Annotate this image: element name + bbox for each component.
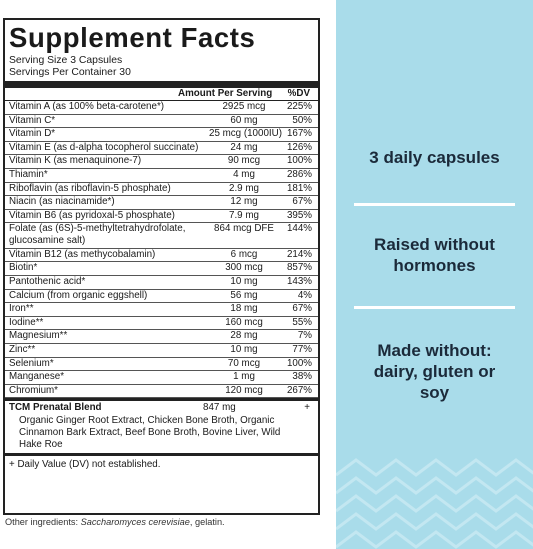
nutrient-row — [5, 303, 318, 317]
nutrient-dv: 167% — [286, 128, 312, 140]
nutrient-row — [5, 290, 318, 304]
dv-header: %DV — [287, 88, 310, 99]
nutrient-amount: 2.9 mg — [229, 182, 259, 194]
blend-amount: 847 mg — [203, 402, 236, 414]
nutrient-dv: 395% — [286, 209, 312, 221]
nutrient-name: Zinc** — [9, 344, 36, 355]
prenatal-blend — [5, 398, 318, 453]
nutrient-dv: 67% — [292, 196, 312, 208]
nutrient-name: Vitamin B12 (as methycobalamin) — [9, 248, 156, 260]
nutrient-row — [5, 128, 318, 142]
nutrient-dv: 7% — [297, 330, 312, 342]
nutrient-name: Thiamin* — [9, 168, 48, 180]
nutrient-row — [5, 344, 318, 358]
nutrient-row — [5, 276, 318, 290]
nutrient-name: Selenium* — [9, 357, 54, 369]
nutrient-row — [5, 358, 318, 372]
nutrient-name: Vitamin C* — [9, 114, 56, 126]
nutrient-amount: 56 mg — [230, 289, 258, 301]
nutrient-row — [5, 155, 318, 169]
nutrient-name: Magnesium** — [9, 330, 68, 342]
nutrient-row — [5, 142, 318, 156]
nutrient-name: Biotin* — [9, 262, 38, 274]
nutrient-row — [5, 101, 318, 115]
other-ingredients-species: Saccharomyces cerevisiae — [80, 517, 190, 527]
nutrient-row — [5, 210, 318, 224]
nutrient-amount: 864 mcg DFE — [214, 223, 274, 235]
nutrient-name: Iodine** — [9, 316, 44, 328]
nutrient-name: Vitamin D* — [9, 128, 56, 140]
nutrient-amount: 70 mcg — [227, 357, 261, 369]
nutrient-dv: 67% — [292, 303, 312, 315]
servings-per-container: Servings Per Container 30 — [9, 66, 131, 78]
nutrient-row — [5, 317, 318, 331]
nutrient-dv: 267% — [286, 384, 312, 396]
nutrient-dv: 38% — [292, 371, 312, 383]
nutrient-amount: 2925 mcg — [222, 101, 266, 112]
nutrient-row — [5, 183, 318, 197]
nutrient-amount: 160 mcg — [225, 316, 263, 328]
nutrient-row — [5, 330, 318, 344]
nutrient-name: Vitamin A (as 100% beta-carotene*) — [9, 101, 165, 112]
chevron-pattern-icon — [336, 455, 533, 549]
nutrient-name: Niacin (as niacinamide*) — [9, 196, 115, 208]
blend-dv: + — [304, 402, 310, 414]
nutrient-dv: 225% — [286, 101, 312, 112]
nutrient-amount: 60 mg — [230, 114, 258, 126]
feature-no-hormones: Raised without hormones — [374, 235, 495, 275]
nutrient-amount: 25 mcg (1000IU) — [209, 128, 282, 140]
nutrient-row — [5, 371, 318, 385]
nutrient-dv: 144% — [286, 223, 312, 235]
nutrient-amount: 18 mg — [230, 303, 258, 315]
nutrient-amount: 90 mcg — [227, 155, 261, 167]
nutrient-row — [5, 169, 318, 183]
nutrient-name: Riboflavin (as riboflavin-5 phosphate) — [9, 182, 171, 194]
facts-title: Supplement Facts — [9, 22, 256, 53]
nutrient-amount: 6 mcg — [230, 248, 258, 260]
nutrient-dv: 4% — [297, 289, 312, 301]
nutrient-amount: 1 mg — [233, 371, 255, 383]
column-header — [5, 88, 318, 101]
nutrient-dv: 143% — [286, 276, 312, 288]
nutrient-dv: 126% — [286, 141, 312, 153]
nutrient-amount: 10 mg — [230, 276, 258, 288]
nutrient-dv: 50% — [292, 114, 312, 126]
blend-name: TCM Prenatal Blend — [9, 402, 102, 414]
amount-header: Amount Per Serving — [178, 88, 273, 99]
nutrient-amount: 4 mg — [233, 168, 255, 180]
nutrient-dv: 55% — [292, 316, 312, 328]
nutrient-name: Vitamin B6 (as pyridoxal-5 phosphate) — [9, 209, 175, 221]
nutrient-amount: 10 mg — [230, 344, 258, 355]
serving-size: Serving Size 3 Capsules — [9, 55, 123, 66]
nutrient-amount: 28 mg — [230, 330, 258, 342]
nutrient-name: Calcium (from organic eggshell) — [9, 289, 148, 301]
feature-made-without: Made without: dairy, gluten or soy — [373, 341, 496, 402]
nutrient-amount: 7.9 mg — [229, 209, 259, 221]
blend-ingredients: Organic Ginger Root Extract, Chicken Bone Broth, Organic Cinnamon Bark Extract, Beef Bone Broth, Bovine Liver, Wild Hake Roe — [19, 415, 281, 450]
nutrient-name: Chromium* — [9, 384, 58, 396]
nutrient-name: Folate (as (6S)-5-methyltetrahydrofolate, glucosamine salt) — [9, 223, 186, 247]
nutrient-row — [5, 385, 318, 399]
nutrient-row — [5, 196, 318, 210]
feature-divider — [354, 203, 515, 206]
feature-divider — [354, 306, 515, 309]
nutrient-dv: 100% — [286, 357, 312, 369]
supplement-facts-label — [3, 18, 320, 515]
nutrient-dv: 100% — [286, 155, 312, 167]
nutrient-row — [5, 249, 318, 263]
nutrient-rows — [5, 101, 318, 398]
feature-daily-capsules: 3 daily capsules — [369, 148, 500, 167]
nutrient-dv: 77% — [292, 344, 312, 355]
nutrient-name: Pantothenic acid* — [9, 276, 86, 288]
feature-sidebar — [336, 0, 533, 549]
nutrient-name: Vitamin E (as d-alpha tocopherol succinate) — [9, 141, 199, 153]
nutrient-row — [5, 223, 318, 249]
nutrient-amount: 12 mg — [230, 196, 258, 208]
nutrient-dv: 286% — [286, 168, 312, 180]
nutrient-dv: 857% — [286, 262, 312, 274]
nutrient-row — [5, 115, 318, 129]
nutrient-name: Manganese* — [9, 371, 65, 383]
nutrient-amount: 24 mg — [230, 141, 258, 153]
dv-footnote: + Daily Value (DV) not established. — [5, 453, 318, 471]
nutrient-row — [5, 262, 318, 276]
nutrient-amount: 300 mcg — [225, 262, 263, 274]
nutrient-name: Iron** — [9, 303, 34, 315]
nutrient-amount: 120 mcg — [225, 384, 263, 396]
thick-divider — [5, 81, 318, 88]
nutrient-dv: 214% — [286, 248, 312, 260]
nutrient-dv: 181% — [286, 182, 312, 194]
other-ingredients-suffix: , gelatin. — [189, 517, 225, 527]
other-ingredients — [5, 517, 225, 527]
nutrient-name: Vitamin K (as menaquinone-7) — [9, 155, 142, 167]
other-ingredients-prefix: Other ingredients: — [5, 517, 81, 527]
